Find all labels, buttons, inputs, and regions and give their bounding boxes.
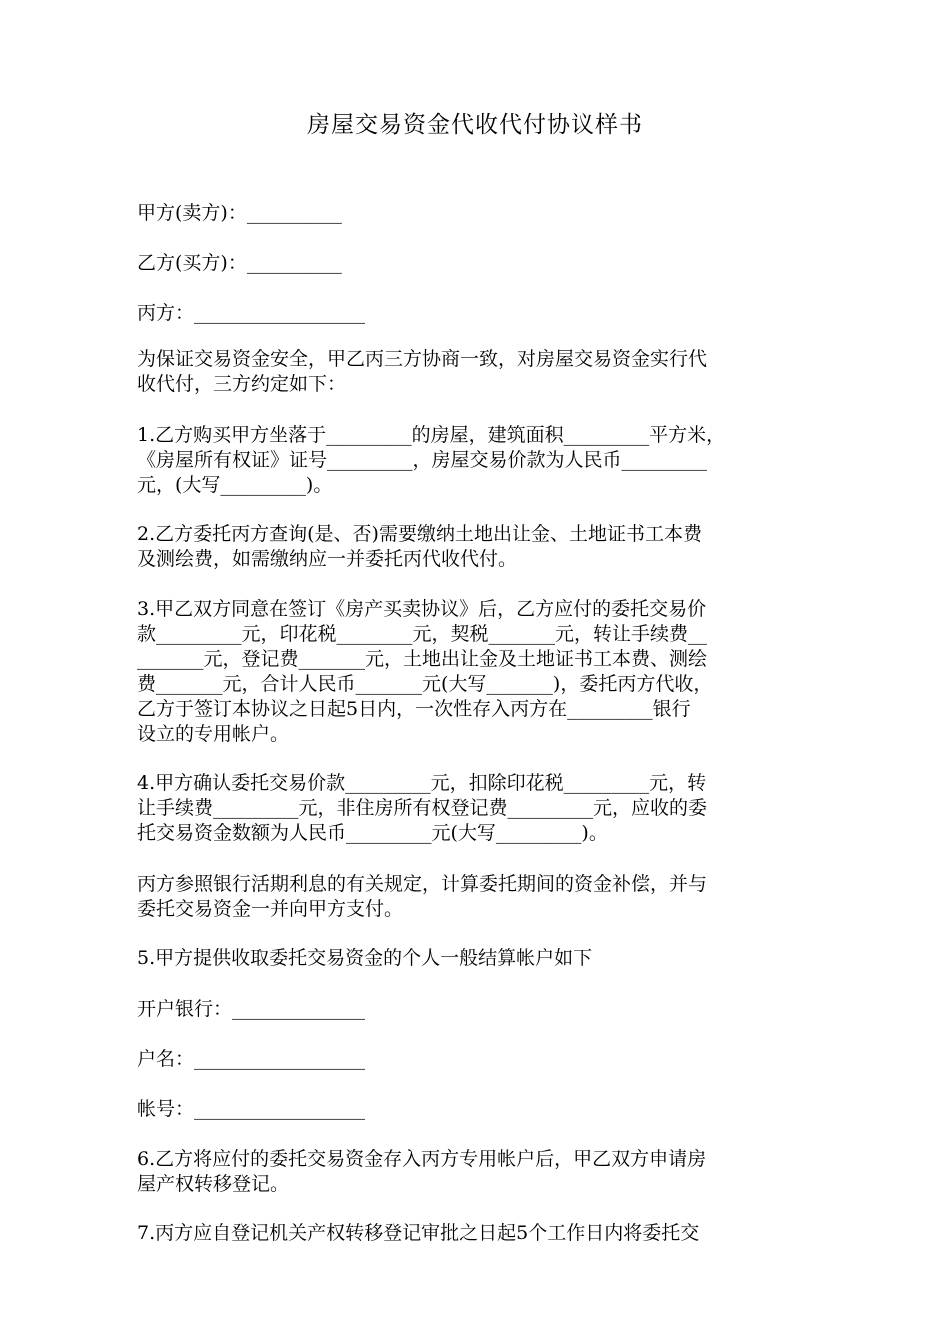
paragraph-clause-6	[137, 1147, 821, 1197]
paragraph-line: 元，(大写_________)。	[137, 474, 333, 496]
paragraph-party-c	[137, 301, 821, 326]
paragraph-line: 款_________元，印花税________元，契税_______元，转让手续费__	[137, 623, 708, 645]
paragraph-line: 丙方参照银行活期利息的有关规定，计算委托期间的资金补偿，并与	[137, 873, 708, 895]
paragraph-line: 4.甲方确认委托交易价款_________元，扣除印花税_________元，转	[137, 772, 707, 794]
paragraph-line: 乙方于签订本协议之日起5日内，一次性存入丙方在_________银行	[137, 698, 691, 720]
paragraph-line: 为保证交易资金安全，甲乙丙三方协商一致，对房屋交易资金实行代	[137, 348, 708, 370]
paragraph-line: 3.甲乙双方同意在签订《房产买卖协议》后，乙方应付的委托交易价	[137, 598, 707, 620]
paragraph-line: 托交易资金数额为人民币_________元(大写_________)。	[137, 822, 608, 844]
paragraph-line: 甲方(卖方)：__________	[137, 202, 342, 224]
paragraph-line: 费_______元，合计人民币_______元(大写_______)，委托丙方代收，	[137, 673, 713, 695]
paragraph-line: 开户银行：______________	[137, 998, 366, 1020]
paragraph-line: 及测绘费，如需缴纳应一并委托丙代收代付。	[137, 548, 518, 570]
paragraph-account-name	[137, 1047, 821, 1072]
paragraph-line: 乙方(买方)：__________	[137, 252, 342, 274]
paragraph-clause-4-note	[137, 872, 821, 922]
paragraph-bank	[137, 997, 821, 1022]
paragraph-line: 6.乙方将应付的委托交易资金存入丙方专用帐户后，甲乙双方申请房	[137, 1148, 707, 1170]
paragraph-intro	[137, 347, 821, 397]
paragraph-line: 1.乙方购买甲方坐落于_________的房屋，建筑面积_________平方米，	[137, 424, 726, 446]
paragraph-clause-4	[137, 771, 821, 846]
paragraph-line: 7.丙方应自登记机关产权转移登记审批之日起5个工作日内将委托交	[137, 1222, 700, 1244]
paragraph-clause-3	[137, 597, 821, 747]
paragraph-line: 让手续费_________元，非住房所有权登记费_________元，应收的委	[137, 797, 708, 819]
paragraph-line: 委托交易资金一并向甲方支付。	[137, 898, 404, 920]
paragraph-party-a	[137, 201, 821, 226]
paragraph-clause-2	[137, 522, 821, 572]
paragraph-line: 丙方：__________________	[137, 302, 366, 324]
paragraph-line: 设立的专用帐户。	[137, 723, 290, 745]
paragraph-line: _______元，登记费_______元，土地出让金及土地证书工本费、测绘	[137, 648, 708, 670]
paragraph-line: 《房屋所有权证》证号_________，房屋交易价款为人民币_________	[137, 449, 708, 471]
paragraph-line: 屋产权转移登记。	[137, 1173, 290, 1195]
paragraph-account-number	[137, 1097, 821, 1122]
paragraph-party-b	[137, 251, 821, 276]
paragraph-line: 收代付，三方约定如下：	[137, 373, 347, 395]
document-title: 房屋交易资金代收代付协议样书	[307, 112, 643, 138]
paragraph-clause-1	[137, 423, 821, 498]
paragraph-line: 户名：__________________	[137, 1048, 366, 1070]
paragraph-clause-5	[137, 946, 821, 971]
paragraph-line: 帐号：__________________	[137, 1098, 366, 1120]
paragraph-line: 5.甲方提供收取委托交易资金的个人一般结算帐户如下	[137, 947, 593, 969]
paragraph-clause-7	[137, 1221, 821, 1246]
paragraph-line: 2.乙方委托丙方查询(是、否)需要缴纳土地出让金、土地证书工本费	[137, 523, 702, 545]
